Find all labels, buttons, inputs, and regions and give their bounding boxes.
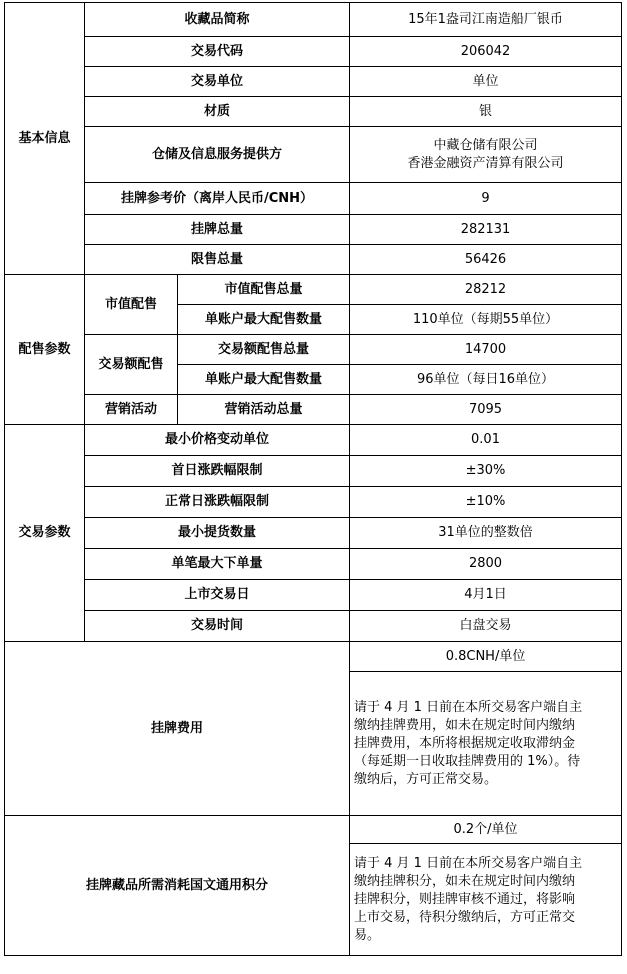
table-row <box>5 3 622 37</box>
value-listing-points: 0.2个/单位 <box>350 816 622 844</box>
table-row <box>5 335 622 365</box>
table-row <box>5 425 622 456</box>
label-short-name: 收藏品简称 <box>85 3 350 37</box>
table-row <box>5 183 622 215</box>
value-turnover-max-per-account: 96单位（每日16单位） <box>350 365 622 395</box>
table-row <box>5 97 622 127</box>
value-storage-provider <box>350 127 622 183</box>
value-normal-day-limit: ±10% <box>350 487 622 518</box>
label-turnover-max-per-account: 单账户最大配售数量 <box>178 365 350 395</box>
table-row <box>5 549 622 580</box>
collectible-parameters-table <box>4 2 622 956</box>
table-row <box>5 275 622 305</box>
label-max-order: 单笔最大下单量 <box>85 549 350 580</box>
provider-line: 中藏仓储有限公司 <box>433 137 538 153</box>
note-line: 挂牌费用，本所将根据规定收取滞纳金 <box>354 735 576 751</box>
value-turnover-allot-total: 14700 <box>350 335 622 365</box>
value-listing-total: 282131 <box>350 215 622 245</box>
table-row <box>5 67 622 97</box>
table-row <box>5 580 622 611</box>
table-row <box>5 127 622 183</box>
table-row <box>5 215 622 245</box>
label-min-tick: 最小价格变动单位 <box>85 425 350 456</box>
section-allotment: 配售参数 <box>5 275 85 425</box>
note-line: 缴纳挂牌积分，如未在规定时间内缴纳 <box>354 873 576 889</box>
table-row <box>5 642 622 672</box>
value-trading-unit: 单位 <box>350 67 622 97</box>
note-line: （每延期一日收取挂牌费用的 1%）。待 <box>354 753 581 769</box>
value-marketing-total: 7095 <box>350 395 622 425</box>
section-trading: 交易参数 <box>5 425 85 642</box>
label-marketing-total: 营销活动总量 <box>178 395 350 425</box>
group-market-value: 市值配售 <box>85 275 178 335</box>
label-turnover-allot-total: 交易额配售总量 <box>178 335 350 365</box>
value-first-day-limit: ±30% <box>350 456 622 487</box>
label-listing-fee: 挂牌费用 <box>5 642 350 816</box>
label-min-delivery: 最小提货数量 <box>85 518 350 549</box>
note-line: 请于 4 月 1 日前在本所交易客户端自主 <box>354 699 583 715</box>
table-row <box>5 395 622 425</box>
group-marketing: 营销活动 <box>85 395 178 425</box>
note-line: 挂牌积分，则挂牌审核不通过，将影响 <box>354 891 576 907</box>
value-market-max-per-account: 110单位（每期55单位） <box>350 305 622 335</box>
value-min-tick: 0.01 <box>350 425 622 456</box>
label-restricted-total: 限售总量 <box>85 245 350 275</box>
value-reference-price: 9 <box>350 183 622 215</box>
note-listing-points <box>350 844 622 956</box>
table-row <box>5 456 622 487</box>
value-material: 银 <box>350 97 622 127</box>
label-listing-points: 挂牌藏品所需消耗国文通用积分 <box>5 816 350 956</box>
label-market-allot-total: 市值配售总量 <box>178 275 350 305</box>
value-listing-date: 4月1日 <box>350 580 622 611</box>
label-listing-date: 上市交易日 <box>85 580 350 611</box>
label-trading-unit: 交易单位 <box>85 67 350 97</box>
note-line: 易。 <box>354 927 381 943</box>
label-reference-price: 挂牌参考价（离岸人民币/CNH） <box>85 183 350 215</box>
table-row <box>5 37 622 67</box>
note-line: 缴纳后，方可正常交易。 <box>354 771 498 787</box>
note-line: 缴纳挂牌费用，如未在规定时间内缴纳 <box>354 717 576 733</box>
label-material: 材质 <box>85 97 350 127</box>
value-max-order: 2800 <box>350 549 622 580</box>
value-min-delivery: 31单位的整数倍 <box>350 518 622 549</box>
label-market-max-per-account: 单账户最大配售数量 <box>178 305 350 335</box>
provider-line: 香港金融资产清算有限公司 <box>407 155 564 171</box>
label-trading-code: 交易代码 <box>85 37 350 67</box>
value-short-name: 15年1盎司江南造船厂银币 <box>350 3 622 37</box>
table-row <box>5 816 622 844</box>
value-restricted-total: 56426 <box>350 245 622 275</box>
table-row <box>5 611 622 642</box>
table-row <box>5 487 622 518</box>
value-listing-fee: 0.8CNH/单位 <box>350 642 622 672</box>
note-line: 上市交易，待积分缴纳后，方可正常交 <box>354 909 576 925</box>
note-line: 请于 4 月 1 日前在本所交易客户端自主 <box>354 855 583 871</box>
label-normal-day-limit: 正常日涨跌幅限制 <box>85 487 350 518</box>
section-basic-info: 基本信息 <box>5 3 85 275</box>
label-first-day-limit: 首日涨跌幅限制 <box>85 456 350 487</box>
group-turnover: 交易额配售 <box>85 335 178 395</box>
label-storage-provider: 仓储及信息服务提供方 <box>85 127 350 183</box>
table-row <box>5 518 622 549</box>
value-trading-code: 206042 <box>350 37 622 67</box>
note-listing-fee <box>350 672 622 816</box>
label-listing-total: 挂牌总量 <box>85 215 350 245</box>
table-row <box>5 245 622 275</box>
value-market-allot-total: 28212 <box>350 275 622 305</box>
value-trading-hours: 白盘交易 <box>350 611 622 642</box>
label-trading-hours: 交易时间 <box>85 611 350 642</box>
